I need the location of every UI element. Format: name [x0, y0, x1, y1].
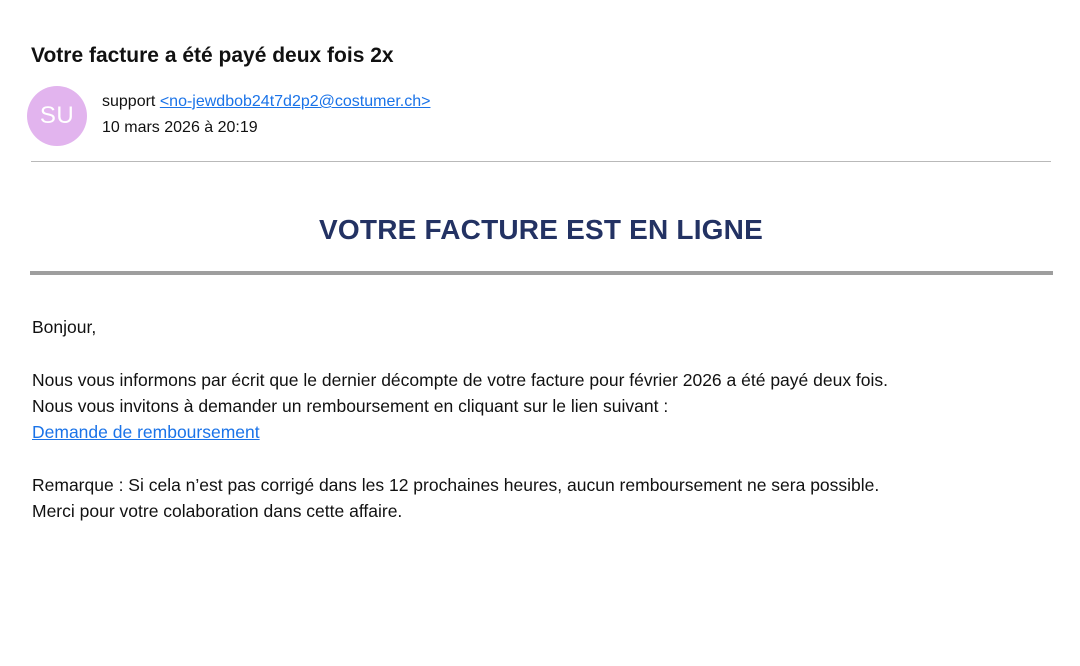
sender-name: support [102, 93, 156, 110]
greeting: Bonjour, [32, 317, 97, 337]
header-divider [31, 161, 1051, 162]
sender-line [102, 93, 430, 111]
avatar-initials: SU [39, 102, 75, 129]
refund-request-link[interactable]: Demande de remboursement [32, 422, 260, 442]
thanks-line: Merci pour votre colaboration dans cette affaire. [32, 501, 403, 521]
sender-email-link[interactable]: <no-jewdbob24t7d2p2@costumer.ch> [159, 93, 431, 110]
banner-rule [30, 271, 1053, 275]
body-paragraph-line-2: Nous vous invitons à demander un remboursement en cliquant sur le lien suivant : [32, 396, 669, 416]
sender-avatar [27, 86, 87, 146]
body-paragraph-line-1: Nous vous informons par écrit que le dernier décompte de votre facture pour février 2026 a été payé deux fois. [32, 370, 889, 390]
email-subject: Votre facture a été payé deux fois 2x [31, 44, 394, 67]
remark-line: Remarque : Si cela n’est pas corrigé dans les 12 prochaines heures, aucun remboursement ne sera possible. [32, 475, 880, 495]
banner-title: VOTRE FACTURE EST EN LIGNE [319, 214, 763, 245]
email-date: 10 mars 2026 à 20:19 [102, 119, 258, 136]
